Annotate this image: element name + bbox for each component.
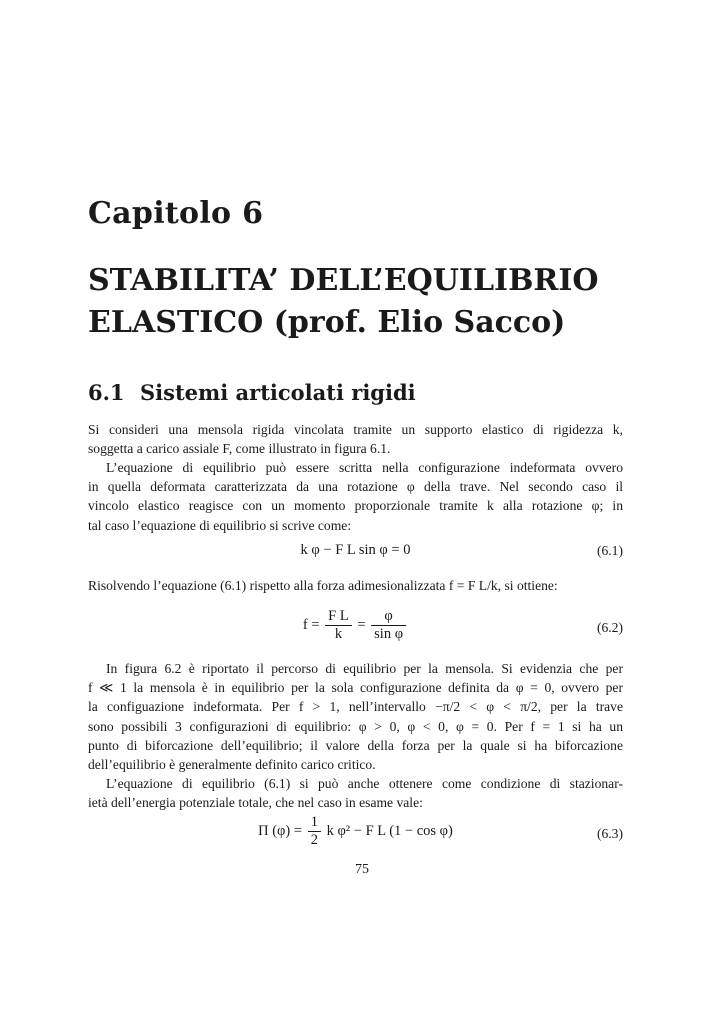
section-title: Sistemi articolati rigidi [140,380,416,405]
text-line: sono possibili 3 configurazioni di equilibrio: φ > 0, φ < 0, φ = 0. Per f = 1 si ha un [88,718,623,734]
chapter-title [88,260,648,344]
equation-number: (6.1) [596,543,623,558]
equation-lhs: Π (φ) = [258,822,303,839]
fraction [325,608,352,643]
paragraph-2 [88,458,623,535]
fraction-numerator: φ [371,608,406,626]
fraction-denominator: sin φ [374,626,404,642]
text-line: la configuazione indeformata. Per f > 1, nell’intervallo −π/2 < φ < π/2, per la trave [88,699,623,715]
text-line: L’equazione di equilibrio (6.1) si può anche ottenere come condizione di stazionar- [106,776,623,791]
paragraph-4 [88,659,623,774]
paragraph-3 [88,576,623,595]
text-line: In figura 6.2 è riportato il percorso di equilibrio per la mensola. Si evidenzia che per [106,661,623,676]
text-line: tal caso l’equazione di equilibrio si scrive come: [88,517,352,533]
equation-number: (6.3) [596,826,623,841]
fraction-denominator: k [334,626,343,642]
fraction-denominator: 2 [310,832,318,848]
equation-number: (6.2) [596,620,623,635]
equation-lhs: f = [302,616,320,633]
paragraph-5 [88,774,623,812]
chapter-title-line: STABILITA’ DELL’EQUILIBRIO [88,263,599,298]
equation-6-3 [88,814,623,854]
text-line: soggetta a carico assiale F, come illustrato in figura 6.1. [88,441,391,457]
text-line: ietà dell’energia potenziale totale, che nel caso in esame vale: [88,795,423,811]
text-line: vincolo elastico reagisce con un momento proporzionale tramite k alla rotazione φ; in [88,498,623,514]
equation-rhs: k φ² − F L (1 − cos φ) [326,822,453,839]
text-line: Si consideri una mensola rigida vincolata tramite un supporto elastico di rigidezza k, [88,422,623,437]
equation-6-2 [88,608,623,648]
text-line: punto di biforcazione dell’equilibrio; il valore della forza per la quale si ha biforcazione [88,737,623,753]
text-line: Risolvendo l’equazione (6.1) rispetto alla forza adimesionalizzata f = F L/k, si ottiene: [88,578,558,593]
equation-body: k φ − F L sin φ = 0 [300,542,411,558]
text-line: in quella deformata caratterizzata da una rotazione φ della trave. Nel secondo caso il [88,479,623,495]
text-line: dell’equilibrio è generalmente definito carico critico. [88,756,376,772]
fraction [371,608,406,643]
fraction [308,814,321,849]
section-heading [88,380,416,405]
equation-6-1 [88,542,623,564]
chapter-title-line: ELASTICO (prof. Elio Sacco) [88,305,566,340]
paragraph-1 [88,420,623,458]
equation-body [88,814,623,849]
equation-body [88,608,623,643]
fraction-numerator: F L [325,608,352,626]
text-line: L’equazione di equilibrio può essere scritta nella configurazione indeformata ovvero [106,460,623,475]
fraction-numerator: 1 [308,814,321,832]
page-number: 75 [355,862,369,877]
chapter-label: Capitolo 6 [88,196,264,231]
equation-equals: = [357,616,366,633]
section-number: 6.1 [88,380,125,405]
text-line: f ≪ 1 la mensola è in equilibrio per la sola configurazione definita da φ = 0, ovvero per [88,680,623,696]
